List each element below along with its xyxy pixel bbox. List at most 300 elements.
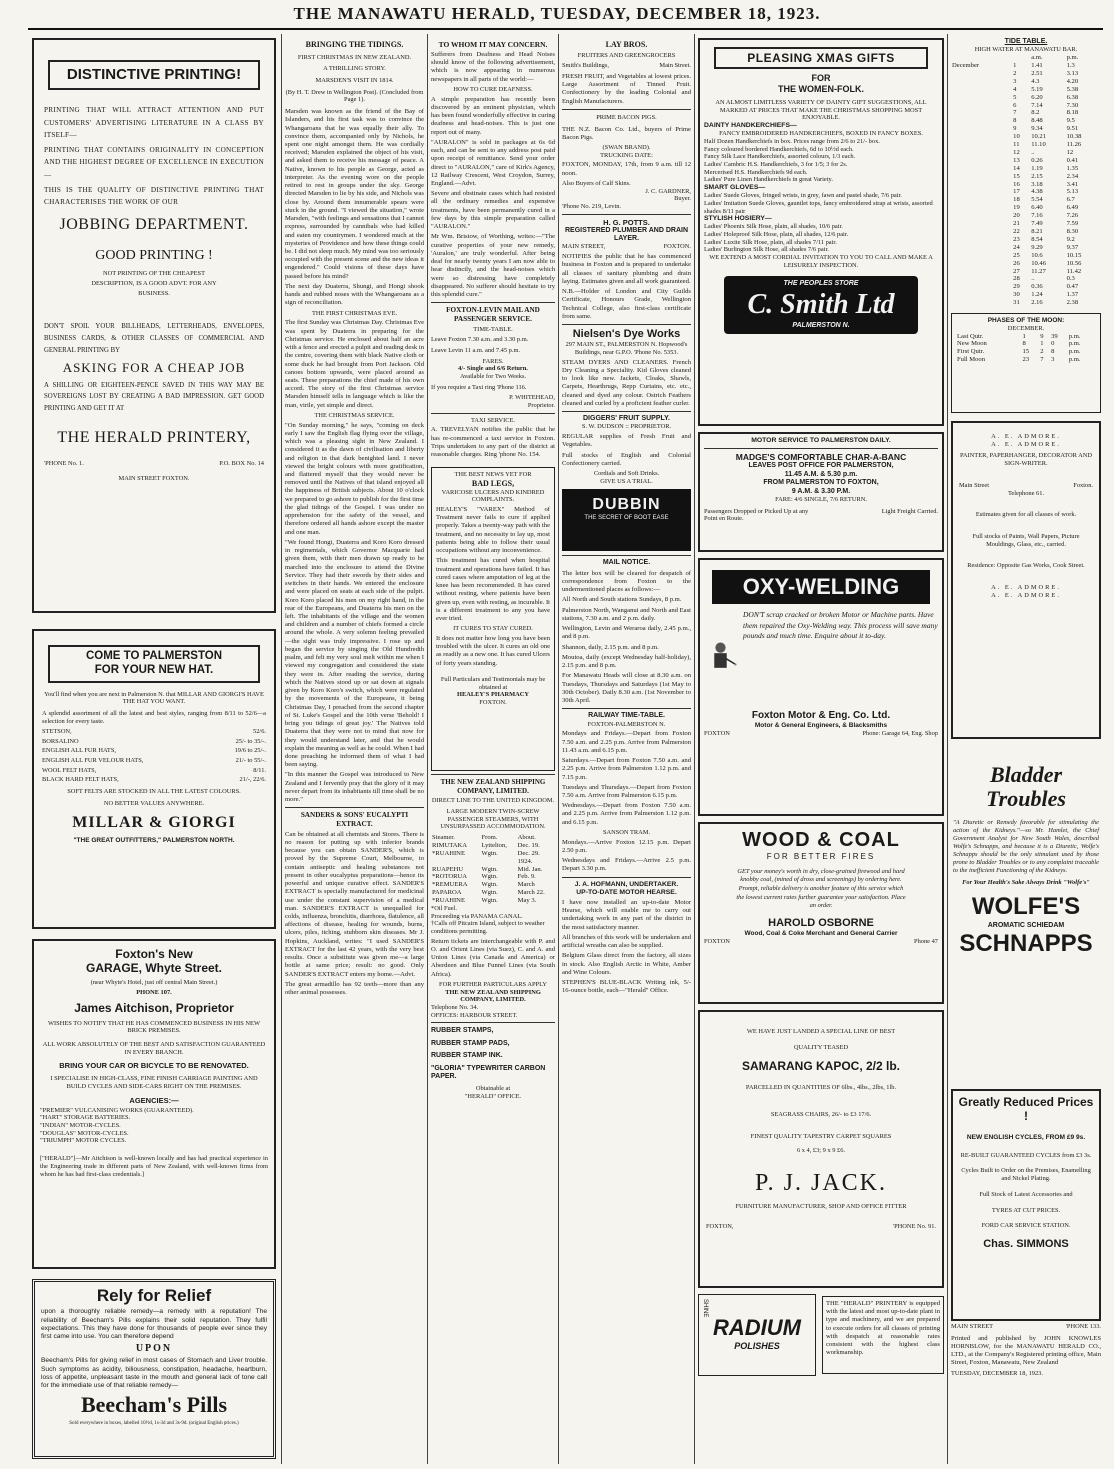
foxton-levin-line: Leave Foxton 7.30 a.m. and 3.30 p.m. <box>431 336 529 344</box>
shipping-header-cell: From. <box>481 833 498 841</box>
tide-cell: 8.2 <box>1031 109 1040 117</box>
admore-stock: Full stocks of Paints, Wall Papers, Picture Mouldings, Glass, etc., carried. <box>972 532 1080 548</box>
rail-line: Wednesdays.—Depart from Foxton 7.50 a.m. and 2.25 p.m. Arrive from Palmerston 1.12 p.m. and 6.15 p.m. <box>562 802 691 826</box>
concern-text: Sufferers from Deafness and Head Noises should know of the following advertisement, which is now appearing in numerous newspapers in all parts of the world:— <box>431 51 555 83</box>
wolfes-brand-1: WOLFE'S <box>971 893 1081 921</box>
tide-cell: 21 <box>1013 220 1020 228</box>
tide-cell: 29 <box>1013 283 1020 291</box>
rail-sub: FOXTON-PALMERSTON N. <box>587 720 666 728</box>
garage-title-1: Foxton's New <box>115 947 193 961</box>
garage-phone: PHONE 107. <box>136 989 172 997</box>
nielsen-text: STEAM DYERS AND CLEANERS. French Dry Cleaning a Speciality. Kid Gloves cleaned to look like new. Jackets, Cloaks, Shawls, Carpets, Hearthrugs, Repp Curtains, etc. etc., cleaned and dyed any colour. Ostrich Feathers cleaned and curled by a proficient feather curler. <box>562 358 691 407</box>
tide-cell: 2.16 <box>1031 299 1043 307</box>
tide-cell: 7.16 <box>1031 212 1043 220</box>
diggers-text: GIVE US A TRIAL. <box>600 477 653 485</box>
hat-price: 25/- to 35/-. <box>235 737 266 745</box>
shipping-cell: Lyttelton, <box>481 841 507 849</box>
shipping-cell: RIMUTAKA <box>432 841 468 849</box>
tide-cell: 7.14 <box>1031 101 1043 109</box>
osborne-name: HAROLD OSBORNE <box>768 916 874 929</box>
garage-agencies-heading: AGENCIES:— <box>129 1095 179 1105</box>
kapoc-line: SEAGRASS CHAIRS, 26/- to £3 17/6. <box>770 1111 872 1119</box>
tide-cell: 24 <box>1013 243 1020 251</box>
shipping-row <box>431 866 555 874</box>
tide-row <box>951 196 1101 204</box>
shipping-cell: Feb. 9. <box>517 873 536 881</box>
wolfes-text: "A Diuretic or Remedy favorable for stimulating the action of the Kidneys."—so Mr. Hamlet, the Chief Government Analyst for New South Wales, described Wolfe's Schnapps, and because it is a Diuretic, Wolfe's Schnapps should be the only stimulant used by those prone to Bladder Troubles or to any complaint traceable to the inefficient Functioning of the Kidneys. <box>953 819 1099 875</box>
tide-cell: 0.41 <box>1066 156 1079 164</box>
diggers-text: Full stocks of English and Colonial Confectionery carried. <box>562 451 691 467</box>
tide-row <box>951 299 1101 307</box>
c-smith-name: C. Smith Ltd <box>747 288 895 320</box>
tide-month <box>951 125 1012 133</box>
moon-phases <box>951 313 1101 413</box>
hat-price-row <box>42 738 266 746</box>
admore-name: A. E. ADMORE. <box>991 433 1061 441</box>
potts-nb: N.B.—Holder of London and City Guilds Certificate, Honours Grade, Wellington Technical College, also first-class certificate from same. <box>562 288 691 320</box>
beecham-brand: Beecham's Pills <box>80 1392 228 1418</box>
dubbin-title: DUBBIN <box>592 496 661 514</box>
tide-cell: 3.18 <box>1031 180 1043 188</box>
tide-cell: 2.38 <box>1066 299 1079 307</box>
hofmann-text: I have now installed an up-to-date Motor Hearse, which will enable me to carry out undertaking work in any part of the district in the most satisfactory manner. <box>562 898 691 931</box>
gifts-line: Half Dozen Handkerchiefs in box. Prices range from 2/6 to 21/- box. <box>704 137 880 145</box>
tide-row <box>951 70 1101 78</box>
madge-line: LEAVES POST OFFICE FOR PALMERSTON, <box>748 462 894 470</box>
gifts-line: Ladies' Burlington Silk Hose, all shades 7/6 pair. <box>704 246 829 254</box>
tide-cell: 28 <box>1013 275 1020 283</box>
shipping-row <box>431 897 555 905</box>
shipping-note: *Oil Fuel. <box>431 905 457 913</box>
admore-name: A. E. ADMORE. <box>991 440 1061 448</box>
mail-line: Palmerston North, Wanganui and North and East stations, 7.30 a.m. and 2 p.m. daily. <box>562 606 691 622</box>
admore-tel: Telephone 61. <box>1007 489 1045 497</box>
tide-cell: 1.35 <box>1066 164 1079 172</box>
tide-cell: 2.34 <box>1066 172 1079 180</box>
tide-cell: 19 <box>1013 204 1020 212</box>
printery-phone: 'PHONE No. 1. <box>44 459 84 467</box>
tide-cell: 3 <box>1013 77 1017 85</box>
sanders-title: SANDERS & SONS' EUCALYPTI EXTRACT. <box>300 811 409 829</box>
divider <box>562 708 691 709</box>
hofmann-title: J. A. HOFMANN, UNDERTAKER. <box>574 880 679 888</box>
mail-line: For Manawatu Heads will close at 8.30 a.m. on Tuesdays, Thursdays and Saturdays (1st May to 30th October). Daily 8.30 a.m. (1st November to 30th April. <box>562 672 691 705</box>
tide-row <box>951 117 1101 125</box>
tide-cell: 12 <box>1066 148 1074 156</box>
bacon-phone: 'Phone No. 219, Levin. <box>562 202 622 210</box>
tide-cell: 11.26 <box>1066 141 1082 149</box>
osborne-footer <box>704 938 938 946</box>
stamps-line: "GLORIA" TYPEWRITER CARBON PAPER. <box>431 1064 546 1080</box>
garage-location: (near Whyte's Hotel, just off central Main Street.) <box>90 978 218 986</box>
divider <box>562 411 691 412</box>
gifts-line: Mercerised H.S. Handkerchiefs 9d each. <box>704 168 808 176</box>
hats-title-2: FOR YOUR NEW HAT. <box>94 663 214 676</box>
tidings-paragraph: "On Sunday morning," he says, "coming on deck early I saw the English flag flying over the village, which was a pleasing sight in New Zealand. I considered it as the dawn of civilisation and liberty and religion in that dark benighted land. I never viewed the bright colours with more gratification, and flattered myself that they would never be removed until the Natives of that island enjoyed all the happiness of British subjects. About 10 o'clock we prepared to go ashore to publish for the first time the glad tidings of the Gospel. I was under no apprehension for the safety of the vessel, and therefore ordered all hands ashore except the master and one man. <box>285 421 424 536</box>
foxton-levin-line: Leave Levin 11 a.m. and 7.45 p.m. <box>431 346 521 354</box>
divider <box>431 1022 555 1023</box>
wolfes-title: Bladder Troubles <box>986 762 1066 812</box>
shipping-cell: Dec. 19. <box>517 841 540 849</box>
potts-address-2: FOXTON. <box>663 243 691 251</box>
printing-line: PRINTING THAT WILL ATTRACT ATTENTION AND PUT CUSTOMERS' ADVERTISING LITERATURE IN A CLASS BY ITSELF— <box>44 106 264 140</box>
kapoc-line: WE HAVE JUST LANDED A SPECIAL LINE OF BEST <box>746 1028 896 1035</box>
tide-cell: 4 <box>1013 85 1017 93</box>
tide-cell: 10.46 <box>1031 259 1047 267</box>
tide-cell: 9.37 <box>1066 243 1079 251</box>
shipping-row <box>431 873 555 881</box>
column-4 <box>562 38 691 1464</box>
divider <box>562 109 691 110</box>
wood-coal-ad <box>698 822 944 1004</box>
sanders-text: Can be obtained at all chemists and Stores. There is no reason for putting up with inferior brands because you can obtain SANDER'S, which is proved by the Supreme Court, Melbourne, to contain antiseptic and healing substances not present in other eucalyptus preparations—hence its powerful and unique curative effect. SANDER'S EXTRACT is specially manufactured for medicinal use under the constant supervision of a medical man. SANDER'S EXTRACT is unequalled for colds, influenza, bronchitis, diarrhoea, flatulence, all affections of disease, healing for wounds, burns, ulcers, piles, itching, stubborn skin diseases. Mr J. Hopkins, Auckland, writes: "I used SANDER'S EXTRACT for the last 42 years, with the very best results. Once a substitute was given me—a large bottle at same price; result: no good. Only SANDER'S EXTRACT enters my home.—Advt. <box>285 830 424 978</box>
tide-cell: 13 <box>1013 156 1020 164</box>
hat-style: BLACK HARD FELT HATS, <box>42 776 119 784</box>
tidings-byline: (By H. T. Drew in Wellington Post). (Concluded from Page 1). <box>285 88 424 104</box>
hat-price: 8/11. <box>253 766 266 774</box>
tide-row <box>951 181 1101 189</box>
shipping-cell: Mid. Jan. <box>517 865 543 873</box>
shipping-cell <box>480 858 516 866</box>
shipping-cell: March <box>517 881 535 889</box>
tide-cell: 30 <box>1013 291 1020 299</box>
gifts-line: Ladies' Luxite Silk Hose, plain, all shades 7/11 pair. <box>704 238 837 246</box>
shipping-line: DIRECT LINE TO THE UNITED KINGDOM. <box>431 797 555 805</box>
diggers-text: Cordials and Soft Drinks. <box>593 469 660 477</box>
hats-assortment: A splendid assortment of all the latest and best styles, ranging from 8/11 to 52/6—a selection for every taste. <box>42 709 266 725</box>
tidings-paragraph: "In this manner the Gospel was introduced to New Zealand and I fervently pray that the glory of it may never depart from its inhabitants till time shall be no more." <box>285 771 424 804</box>
gifts-line: Ladies' Cambric H.S. Handkerchiefs, 3 for 1/5; 3 for 2s. <box>704 160 848 168</box>
good-printing: GOOD PRINTING ! <box>95 247 213 263</box>
column-6 <box>951 38 1101 1464</box>
nielsen-title: Nielsen's Dye Works <box>572 328 681 340</box>
moon-cell: 39 <box>1051 332 1058 340</box>
tide-cell: 10.6 <box>1031 251 1043 259</box>
tide-title: TIDE TABLE. <box>1004 38 1048 45</box>
moon-cell: 23 <box>1022 356 1030 364</box>
radium-tag: SHINE <box>702 1299 709 1318</box>
tide-row <box>951 78 1101 86</box>
tide-cell: 6.7 <box>1066 196 1075 204</box>
shipping-cell: Dec. 29. <box>517 849 540 857</box>
millar-giorgi: MILLAR & GIORGI <box>72 814 236 832</box>
tidings-title: BRINGING THE TIDINGS. <box>305 40 404 49</box>
shipping-cell: Wgtn. <box>481 881 498 889</box>
divider <box>431 302 555 303</box>
divider <box>431 774 555 775</box>
shipping-further: FOR FURTHER PARTICULARS APPLY <box>439 980 547 988</box>
tide-cell: 16 <box>1013 180 1020 188</box>
c-smith-town: PALMERSTON N. <box>792 321 850 329</box>
rail-line: Tuesdays and Thursdays.—Depart from Foxton 7.50 a.m. Arrive from Palmerston 6.15 p.m. <box>562 783 691 799</box>
welder-illustration-icon <box>704 610 737 700</box>
hat-price-row <box>42 776 266 784</box>
tidings-paragraph: "We found Hongi, Duaterra and Koro Koro dressed in regimentals, which Governor Macquarie had given them, with their men drawn up ready to be marched into the enclosure to attend the Divine Service. They had their swords by their sides and switches in their hands. We entered the enclosure and were placed on seats at each side of the pulpit. Koro Koro placed his men on my right hand, in the rear of the Europeans, and Duaterra his men on the left. The inhabitants of the village and the women and children and a number of chiefs formed a circle around the whole. A very solemn feeling prevailed—the sight was truly impressive. I rose up and began the service by singing the Old Hundredth psalm, and felt my very soul melt within me when I viewed my congregation and considered the state they were in. After reading the service, during which the Natives stood up or sat down at signals given by Koro Koro's switch, which were regulated by the movements of the Europeans, it being Christmas Day, I preached from the second chapter of St. Luke's Gospel and the 10th verse 'Behold! I bring you tidings of great joy.' The Natives told Duaterra that they were not to mind that now for they would understand later, and that he would explain the meaning as well as he could. When I had done preaching he informed them of what I had been saying. <box>285 538 424 769</box>
column-rule <box>558 34 559 1464</box>
tide-month <box>951 260 1012 268</box>
garage-agency: "TRIUMPH" MOTOR CYCLES. <box>40 1137 127 1145</box>
tide-row <box>951 252 1101 260</box>
hats-intro: You'll find when you are next in Palmerston N. that MILLAR AND GIORGI'S HAVE THE HAT YOU WANT. <box>44 690 264 706</box>
potts-address-1: MAIN STREET, <box>562 243 606 251</box>
simmons-name: Chas. SIMMONS <box>983 1237 1069 1250</box>
shipping-return: Return tickets are interchangeable with P. and O. and Orient Lines (via Suez), C. and A. and Union Lines (via Canada and America) or Aberdeen and Blue Funnel Lines (via South Africa). <box>431 937 555 978</box>
tide-sub: HIGH WATER AT MANAWATU BAR. <box>974 46 1078 54</box>
divider <box>285 807 424 808</box>
shipping-cell <box>431 858 480 866</box>
shipping-cell: Wgtn. <box>481 873 498 881</box>
tide-month <box>951 117 1012 125</box>
moon-cell: 7 <box>1040 356 1044 364</box>
tide-row <box>951 275 1101 283</box>
wood-sub: FOR BETTER FIRES <box>766 852 876 861</box>
admore-address-1: Main Street <box>959 481 989 489</box>
garage-absolute: ALL WORK ABSOLUTELY OF THE BEST AND SATISFACTION GUARANTEED IN EVERY BRANCH. <box>42 1040 266 1056</box>
printing-department: JOBBING DEPARTMENT. <box>59 215 249 233</box>
lay-address-1: Smith's Buildings, <box>562 62 609 70</box>
hat-price-row <box>42 757 266 765</box>
hats-better-values: NO BETTER VALUES ANYWHERE. <box>103 799 205 807</box>
tide-row <box>951 133 1101 141</box>
shipping-offices: OFFICES: HARBOUR STREET. <box>431 1011 518 1019</box>
tidings-paragraph: The next day Duaterra, Shungi, and Hongi shook hands and rubbed noses with the Whangaroans as a sign of reconciliation. <box>285 282 424 307</box>
tide-cell: 9.29 <box>1031 243 1043 251</box>
concern-text: "AURALON" is sold in packages at 6s 6d each, and can be sent to any address post paid upon receipt of remittance. Send your order direct to "AURALON," care of Kirk's Agency, 12 Railway Crescent, West Croydon, Surrey, England.—Advt. <box>431 138 555 187</box>
herald-printery: THE HERALD PRINTERY, <box>57 429 251 447</box>
tide-cell: 1.41 <box>1031 61 1043 69</box>
madge-line: FROM PALMERSTON TO FOXTON, <box>763 479 879 487</box>
tide-cell: 9.51 <box>1066 125 1079 133</box>
tide-month <box>951 141 1012 149</box>
tide-cell: 1.19 <box>1031 164 1043 172</box>
glass-text: Belgium Glass direct from the factory, all sizes in stock. Also English Arctic in White, Amber and Wine Colours. <box>562 952 691 976</box>
radium-name: RADIUM <box>713 1315 801 1340</box>
jack-phone: 'PHONE No. 91. <box>892 1223 936 1230</box>
beecham-ad <box>32 1279 276 1459</box>
shipping-company: THE NEW ZEALAND SHIPPING COMPANY, LIMITED. <box>445 988 541 1004</box>
lay-text: FRESH FRUIT, and Vegetables at lowest prices. Large Assortment of Tinned Fruit. Confectionery by the leading Colonial and English Manufacturers. <box>562 72 691 105</box>
hat-style: STETSON, <box>42 727 72 735</box>
tide-month <box>951 149 1012 157</box>
dont-spoil: DON'T SPOIL YOUR BILLHEADS, LETTERHEADS, ENVELOPES, BUSINESS CARDS, & OTHER CLASSES OF COMMERCIAL AND GENERAL PRINTING BY <box>44 323 264 354</box>
garage-proprietor: James Aitchison, Proprietor <box>74 1001 234 1016</box>
oxy-sub: Motor & General Engineers, & Blacksmiths <box>754 722 888 730</box>
tide-row <box>951 283 1101 291</box>
tide-cell: 8.54 <box>1031 235 1043 243</box>
tide-month <box>951 252 1012 260</box>
madge-line: 11.45 A.M. & 5.30 p.m. <box>784 470 858 478</box>
moon-cell: p.m. <box>1068 332 1081 340</box>
tide-cell: 0.26 <box>1031 156 1043 164</box>
oxy-town: FOXTON <box>704 730 730 738</box>
tide-cell: 11 <box>1013 141 1020 149</box>
masthead-rule <box>28 28 1103 30</box>
wolfes-ad <box>951 747 1101 1087</box>
simmons-line: TYRES AT CUT PRICES. <box>991 1206 1061 1214</box>
tide-row <box>951 260 1101 268</box>
column-5 <box>698 38 944 1464</box>
osborne-phone: Phone 47 <box>914 937 938 945</box>
gifts-line: Fancy coloured bordered Handkerchiefs, 6d to 10½d each. <box>704 145 854 153</box>
simmons-address-2: 'PHONE 133. <box>1065 1323 1101 1331</box>
shipping-cell: May 3. <box>517 897 537 905</box>
gifts-intro: AN ALMOST LIMITLESS VARIETY OF DAINTY GIFT SUGGESTIONS, ALL MARKED AT PRICES THAT MAKE THE CHRISTMAS SHOPPING MOST ENJOYABLE. <box>715 98 927 122</box>
gifts-heading: DAINTY HANDKERCHIEFS— <box>704 122 797 130</box>
tide-cell: 3.13 <box>1066 69 1079 77</box>
tide-cell: 9.34 <box>1031 125 1043 133</box>
nielsen-address: 297 MAIN ST., PALMERSTON N. Hopwood's Buildings, near G.P.O. 'Phone No. 5353. <box>565 341 688 356</box>
hats-ad <box>32 629 276 929</box>
tide-row <box>951 173 1101 181</box>
foxton-levin-line: Available for Two Weeks. <box>459 372 527 380</box>
column-3 <box>431 38 555 1464</box>
lay-title: LAY BROS. <box>605 40 648 49</box>
great-outfitters: "THE GREAT OUTFITTERS," PALMERSTON NORTH. <box>73 836 235 844</box>
stamps-line: RUBBER STAMPS, <box>431 1027 494 1035</box>
mail-line: Shannon, daily, 2.15 p.m. and 8 p.m. <box>562 643 659 651</box>
tide-month <box>951 275 1012 283</box>
shipping-row <box>431 842 555 850</box>
moon-cell: First Qutr. <box>957 348 985 356</box>
moon-row <box>956 356 1096 364</box>
tide-cell: 11.42 <box>1066 267 1082 275</box>
potts-name: H. G. POTTS. <box>603 217 650 227</box>
tide-cell: 17 <box>1013 188 1020 196</box>
hat-price-list <box>42 728 266 784</box>
herald-printery-note: THE "HERALD" PRINTERY is equipped with the latest and most up-to-date plant in type and machinery, and we are prepared to execute orders for all classes of printing with despatch at reasonable rates consistent with the highest class workmanship. <box>822 1296 944 1374</box>
garage-agency: "HART" STORAGE BATTERIES. <box>40 1114 131 1122</box>
tidings-sub-2: A THRILLING STORY. <box>323 65 386 73</box>
wood-title: WOOD & COAL <box>742 829 900 851</box>
tidings-heading: THE FIRST CHRISTMAS EVE. <box>311 309 398 317</box>
shipping-cell: *REMUERA <box>432 881 468 889</box>
beecham-title: Rely for Relief <box>96 1286 212 1305</box>
kapoc-title: SAMARANG KAPOC, 2/2 lb. <box>741 1059 900 1074</box>
tide-row <box>951 244 1101 252</box>
bacon-title: PRIME BACON PIGS. <box>596 113 657 121</box>
tide-cell: 4.3 <box>1031 77 1040 85</box>
tidings-paragraph: The first Sunday was Christmas Day. Christmas Eve was spent by Duaterra in preparing for the Christmas service. He enclosed about half an acre with a fence and erected a pulpit and reading desk in the centre, covering them with black Native cloth or some duck he had brought from Port Jackson. Old canoes bottom upwards, were placed around as seats. These preparations the chief made of his own accord. The story of the first Christmas service Marsden himself tells in language which is like the man, virile, yet simple and direct. <box>285 319 424 409</box>
tide-cell: 1.24 <box>1031 291 1043 299</box>
shipping-cell: Wgtn. <box>481 865 498 873</box>
shipping-cell: RUAPEHU <box>432 865 464 873</box>
garage-ad <box>32 939 276 1269</box>
tide-month <box>951 181 1012 189</box>
tide-cell: 6.20 <box>1031 93 1043 101</box>
garage-notify: WISHES TO NOTIFY THAT HE HAS COMMENCED BUSINESS IN HIS NEW BRICK PREMISES. <box>48 1019 260 1035</box>
madge-left: Passengers Dropped or Picked Up at any Point en Route. <box>704 507 809 523</box>
tide-month <box>951 70 1012 78</box>
lay-address <box>562 62 691 70</box>
admore-residence: Residence: Opposite Gas Works, Cook Street. <box>967 562 1085 570</box>
foxton-levin-line: 4/- Single and 6/6 Return. <box>458 365 528 373</box>
foxton-levin-signature: P. WHITEHEAD, <box>509 394 555 402</box>
tide-row <box>951 109 1101 117</box>
column-1 <box>32 38 276 1464</box>
jack-footer <box>706 1223 936 1231</box>
tide-cell: 4.20 <box>1066 77 1079 85</box>
tide-header <box>951 54 1101 62</box>
tide-am: a.m. <box>1031 54 1043 62</box>
tide-month: December <box>952 61 980 69</box>
tide-cell: 23 <box>1013 235 1020 243</box>
moon-cell: 8 <box>1022 340 1026 348</box>
tide-cell: 6 <box>1013 101 1017 109</box>
saving-text: A SHILLING OR EIGHTEEN-PENCE SAVED IN THIS WAY MAY BE SOVEREIGNS LOST BY CREATING A BAD IMPRESSION. GET GOOD PRINTING AND GET IT AT <box>44 381 264 412</box>
kapoc-line: QUALITY TEASED <box>793 1043 849 1051</box>
column-rule <box>281 34 282 1464</box>
column-2 <box>285 38 424 1464</box>
shipping-note: Proceeding via PANAMA CANAL. <box>431 912 523 920</box>
madge-title: MADGE'S COMFORTABLE CHAR-A-BANC <box>735 452 907 463</box>
hat-price: 21/- to 55/-. <box>235 757 266 765</box>
beecham-text-2: Beecham's Pills for giving relief in most cases of Stomach and Liver trouble. Such symptoms as acidity, biliousness, constipation, headache, heartburn, loss of appetite, unpleasant taste in the mouth and general lack of tone call for the immediate use of that reliable remedy— <box>41 1357 267 1390</box>
moon-cell: p.m. <box>1068 356 1081 364</box>
sanson-tram: SANSON TRAM. <box>602 828 651 836</box>
tide-month <box>951 228 1012 236</box>
tide-month <box>951 212 1012 220</box>
tide-row <box>951 212 1101 220</box>
hats-soft-felts: SOFT FELTS ARE STOCKED IN ALL THE LATEST COLOURS. <box>67 788 241 796</box>
hofmann-sub: UP-TO-DATE MOTOR HEARSE. <box>576 888 677 896</box>
divider <box>704 448 938 449</box>
moon-cell: Last Qutr. <box>957 332 984 340</box>
taxi-title: TAXI SERVICE. <box>470 416 516 424</box>
shipping-cell: *RUAHINE <box>432 897 465 905</box>
tide-cell: 9.5 <box>1066 117 1075 125</box>
diggers-text: REGULAR supplies of Fresh Fruit and Vegetables. <box>562 433 691 449</box>
simmons-title: Greatly Reduced Prices ! <box>958 1095 1094 1124</box>
tram-line: Mondays.—Arrive Foxton 12.15 p.m. Depart 2.50 p.m. <box>562 838 691 854</box>
concern-text: A simple preparation has recently been discovered by an eminent physician, which has been found wonderfully effective in curing deafness and head-noises. This is just one report out of many. <box>431 95 555 136</box>
tide-cell: 8 <box>1013 117 1017 125</box>
xmas-gifts-ad <box>698 38 944 426</box>
mail-line: All North and South stations Sundays, 8 p.m. <box>562 596 682 604</box>
tide-cell: 8.18 <box>1066 109 1079 117</box>
garage-agency: "PREMIER" VULCANISING WORKS (GUARANTEED). <box>40 1106 194 1114</box>
masthead: THE MANAWATU HERALD, TUESDAY, DECEMBER 18, 1923. <box>293 4 821 23</box>
divider <box>562 877 691 878</box>
shipping-cell: *ROTORUA <box>432 873 468 881</box>
shipping-title: THE NEW ZEALAND SHIPPING COMPANY, LIMITED. <box>440 778 546 795</box>
tide-cell: 18 <box>1013 196 1020 204</box>
tide-pm: p.m. <box>1066 54 1079 62</box>
foxton-levin-line: If you require a Taxi ring 'Phone 116. <box>431 383 527 391</box>
moon-cell: Full Moon <box>957 356 986 364</box>
simmons-line: FORD CAR SERVICE STATION. <box>981 1222 1071 1230</box>
bacon-trucking: TRUCKING DATE: <box>600 151 653 159</box>
tide-cell: 10.15 <box>1066 251 1082 259</box>
shipping-cell: 1924. <box>517 857 533 865</box>
wolfes-tag: For Your Health's Sake Always Drink "Wolfe's" <box>962 879 1090 887</box>
bad-legs-heading-4: IT CURES TO STAY CURED. <box>453 625 533 633</box>
printing-line: THIS IS THE QUALITY OF DISTINCTIVE PRINTING THAT CHARACTERISES THE WORK OF OUR <box>44 185 264 207</box>
kapoc-line: FINEST QUALITY TAPESTRY CARPET SQUARES <box>750 1133 892 1141</box>
tide-cell: 22 <box>1013 228 1020 236</box>
simmons-line: RE-BUILT GUARANTEED CYCLES from £3 3s. <box>960 1151 1092 1159</box>
bad-legs-text: HEALEY'S "VAREX" Method of Treatment never fails to cure if applied properly. Takes a twenty-way path with the treatment, and no necessity to lay up, most patients being able to follow their usual occupations without any inconvenience. <box>436 506 550 555</box>
tide-month <box>951 244 1012 252</box>
shipping-cell: Wgtn. <box>481 849 498 857</box>
hat-style: WOOL FELT HATS, <box>42 766 97 774</box>
oxy-title: OXY-WELDING <box>712 570 930 604</box>
shipping-row <box>431 850 555 858</box>
admore-address <box>959 482 1093 490</box>
tram-line: Wednesdays and Fridays.—Arrive 2.5 p.m. Depart 3.30 p.m. <box>562 857 691 873</box>
bad-legs-ad <box>431 467 555 771</box>
hat-price-row <box>42 728 266 736</box>
tide-cell: 9.2 <box>1066 235 1075 243</box>
